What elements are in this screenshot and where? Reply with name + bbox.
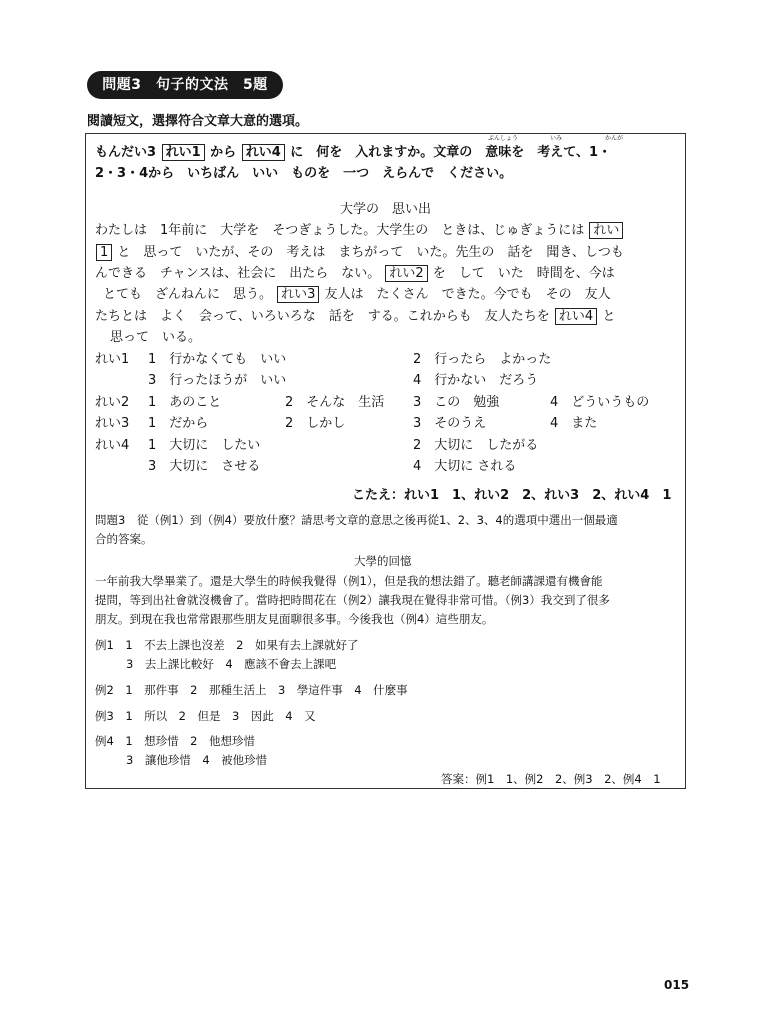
ruby-kangae: かんが — [605, 135, 624, 142]
passage-text: 友人は たくさん できた。今でも その 友人 — [324, 287, 611, 302]
option: 3 この 勉強 — [413, 395, 500, 410]
blank-box: れい1 — [162, 144, 205, 161]
blank-box: れい4 — [242, 144, 285, 161]
zh-option: 3 讓他珍惜 4 被他珍惜 — [126, 753, 268, 767]
option: 3 そのうえ — [413, 416, 487, 431]
option: 3 行ったほうが いい — [148, 373, 287, 388]
option: 2 大切に したがる — [413, 438, 539, 453]
blank-box: 1 — [96, 244, 112, 261]
passage-text: とても ざんねんに 思う。 — [103, 287, 273, 302]
ruby-imi: いみ — [550, 135, 563, 142]
option: 1 大切に したい — [148, 438, 261, 453]
zh-passage-line: 一年前我大學畢業了。還是大學生的時候我覺得（例1），但是我的想法錯了。聽老師講課還有機會能 — [95, 574, 603, 588]
zh-option: 例1 1 不去上課也沒差 2 如果有去上課就好了 — [95, 638, 359, 652]
zh-directions: 合的答案。 — [95, 532, 153, 546]
option: 2 行ったら よかった — [413, 352, 552, 367]
option: 4 また — [550, 416, 598, 431]
passage-text: と — [602, 309, 616, 324]
instruction: 閱讀短文，選擇符合文章大意的選項。 — [87, 114, 309, 129]
blank-box: れい4 — [555, 308, 597, 325]
passage-text: と 思って いたが、その 考えは まちがって いた。先生の 話を 聞き、しつも — [117, 245, 624, 260]
directions-line-2: 2・3・4から いちばん いい ものを 一つ えらんで ください。 — [95, 166, 513, 181]
option: 1 行かなくても いい — [148, 352, 287, 367]
directions-text: に 何を 入れますか。文章の 意味を 考えて、1・ — [290, 145, 612, 160]
jp-passage-line — [95, 308, 615, 326]
option-label: れい1 — [95, 352, 130, 367]
passage-text: わたしは 1年前に 大学を そつぎょうした。大学生の ときは、じゅぎょうには — [95, 223, 585, 238]
zh-option: 3 去上課比較好 4 應該不會去上課吧 — [126, 657, 337, 671]
blank-box: れい3 — [277, 286, 319, 303]
zh-passage-line: 提問，等到出社會就沒機會了。當時把時間花在（例2）讓我現在覺得非常可惜。（例3）我交到了很多 — [95, 593, 610, 607]
directions-text: もんだい3 — [95, 145, 157, 160]
blank-box: れい — [589, 222, 623, 239]
option-label: れい2 — [95, 395, 130, 410]
ruby-bunshou: ぶんしょう — [488, 135, 519, 142]
option: 4 どういうもの — [550, 395, 650, 410]
option: 1 あのこと — [148, 395, 222, 410]
passage-text: を して いた 時間を、今は — [432, 266, 615, 281]
blank-box: れい2 — [385, 265, 427, 282]
passage-text: んできる チャンスは、社会に 出たら ない。 — [95, 266, 381, 281]
zh-answer: 答案：例1 1、例2 2、例3 2、例4 1 — [441, 772, 661, 786]
section-tag: 問題3 句子的文法 5題 — [87, 71, 283, 99]
option-label: れい3 — [95, 416, 130, 431]
option: 2 しかし — [285, 416, 346, 431]
exercise-frame — [85, 133, 686, 789]
jp-passage-line: 思って いる。 — [110, 330, 202, 345]
option: 4 大切に される — [413, 459, 517, 474]
zh-option: 例3 1 所以 2 但是 3 因此 4 又 — [95, 709, 316, 723]
option-label: れい4 — [95, 438, 130, 453]
directions-text: から — [210, 145, 237, 160]
jp-passage-line — [95, 244, 624, 262]
zh-option: 例4 1 想珍惜 2 他想珍惜 — [95, 734, 255, 748]
passage-text: たちとは よく 会って、いろいろな 話を する。これからも 友人たちを — [95, 309, 550, 324]
option: 3 大切に させる — [148, 459, 261, 474]
option: 4 行かない だろう — [413, 373, 539, 388]
option: 1 だから — [148, 416, 209, 431]
jp-answer: こたえ：れい1 1、れい2 2、れい3 2、れい4 1 — [352, 488, 672, 503]
zh-directions: 問題3 從（例1）到（例4）要放什麼？請思考文章的意思之後再從1、2、3、4的選項中選出一個最適 — [95, 513, 618, 527]
jp-title: 大学の 思い出 — [340, 202, 432, 217]
zh-option: 例2 1 那件事 2 那種生活上 3 學這件事 4 什麼事 — [95, 683, 408, 697]
jp-passage-line — [103, 286, 611, 304]
page-number: 015 — [664, 978, 690, 992]
zh-title: 大學的回憶 — [354, 554, 412, 568]
directions-line-1 — [95, 144, 611, 162]
zh-passage-line: 朋友。到現在我也常常跟那些朋友見面聊很多事。今後我也（例4）這些朋友。 — [95, 612, 494, 626]
option: 2 そんな 生活 — [285, 395, 385, 410]
jp-passage-line — [95, 265, 615, 283]
jp-passage-line — [95, 222, 624, 240]
